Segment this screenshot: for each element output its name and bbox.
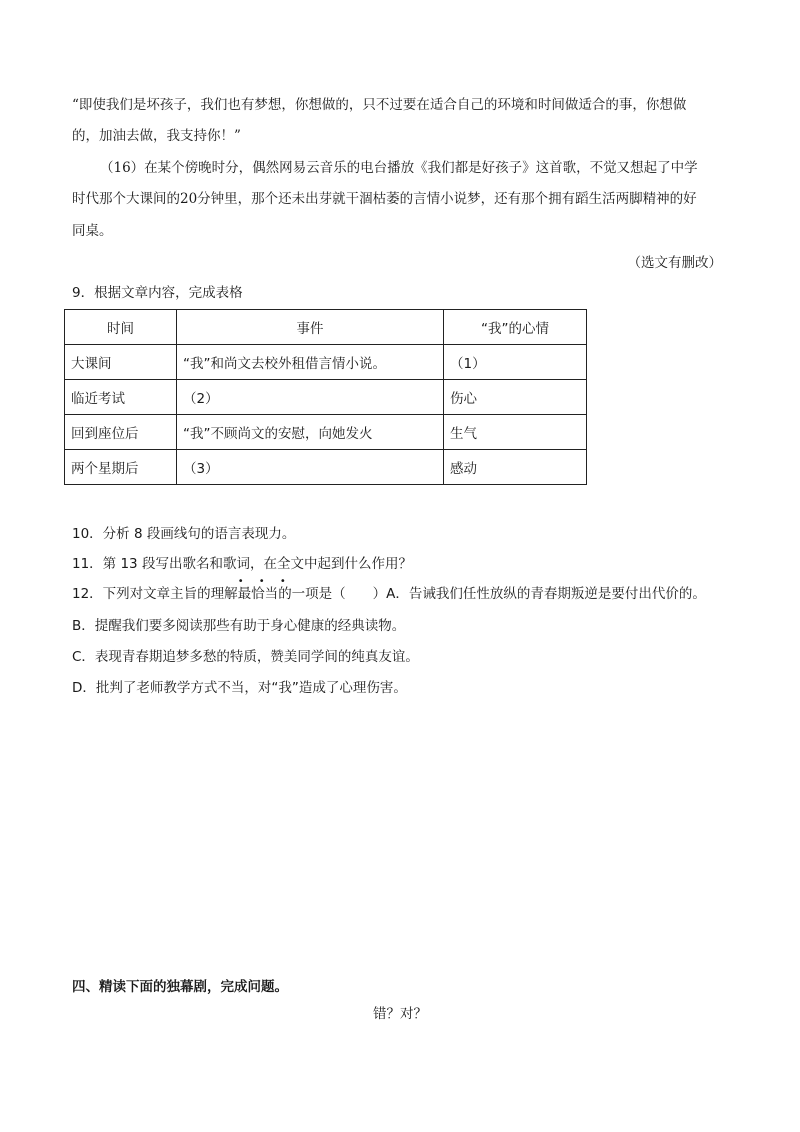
section-4-heading: 四、精读下面的独幕剧，完成问题。	[72, 979, 288, 995]
emphasis-text	[237, 576, 292, 602]
emphasis-word: 最恰当	[237, 586, 279, 602]
question-9-prompt: 9．根据文章内容，完成表格	[72, 285, 243, 301]
question-10: 10．分析 8 段画线句的语言表现力。	[72, 526, 296, 542]
paragraph-16-line-3: 同桌。	[72, 223, 113, 239]
table-cell: （2）	[177, 380, 444, 415]
table-cell: （1）	[444, 345, 587, 380]
table-row	[65, 380, 587, 415]
question-12-option-d: D．批判了老师教学方式不当，对“我”造成了心理伤害。	[72, 680, 407, 696]
table-cell: 两个星期后	[65, 450, 177, 485]
question-9-table	[64, 309, 587, 485]
table-header-event: 事件	[177, 310, 444, 345]
table-cell: 临近考试	[65, 380, 177, 415]
question-11: 11．第 13 段写出歌名和歌词，在全文中起到什么作用？	[72, 556, 412, 572]
paragraph-16-line-1: （16）在某个傍晚时分，偶然网易云音乐的电台播放《我们都是好孩子》这首歌，不觉又想起了中学	[100, 160, 698, 176]
play-title: 错？对？	[373, 1006, 427, 1022]
table-cell: “我”和尚文去校外租借言情小说。	[177, 345, 444, 380]
table-cell: 伤心	[444, 380, 587, 415]
question-12-option-a: 的一项是（ ）A．告诫我们任性放纵的青春期叛逆是要付出代价的。	[278, 586, 706, 602]
table-cell: 生气	[444, 415, 587, 450]
table-header-row	[65, 310, 587, 345]
table-header-mood: “我”的心情	[444, 310, 587, 345]
table-row	[65, 450, 587, 485]
table-header-time: 时间	[65, 310, 177, 345]
table-cell: “我”不顾尚文的安慰，向她发火	[177, 415, 444, 450]
table-cell: 感动	[444, 450, 587, 485]
table-row	[65, 345, 587, 380]
paragraph-16-line-2: 时代那个大课间的20分钟里，那个还未出芽就干涸枯萎的言情小说梦，还有那个拥有蹈生活两脚精神的好	[72, 191, 697, 207]
table-cell: 大课间	[65, 345, 177, 380]
passage-line-1: “即使我们是坏孩子，我们也有梦想，你想做的，只不过要在适合自己的环境和时间做适合的事，你想做	[72, 97, 687, 113]
table-cell: 回到座位后	[65, 415, 177, 450]
passage-line-2: 的，加油去做，我支持你！”	[72, 128, 241, 144]
emphasis-dots: • • •	[237, 576, 292, 587]
question-12-stem: 12．下列对文章主旨的理解	[72, 586, 238, 602]
source-note: （选文有删改）	[627, 255, 722, 271]
question-12-option-b: B．提醒我们要多阅读那些有助于身心健康的经典读物。	[72, 618, 406, 634]
question-12	[72, 576, 706, 604]
table-row	[65, 415, 587, 450]
table-cell: （3）	[177, 450, 444, 485]
question-12-option-c: C．表现青春期追梦多愁的特质，赞美同学间的纯真友谊。	[72, 649, 419, 665]
